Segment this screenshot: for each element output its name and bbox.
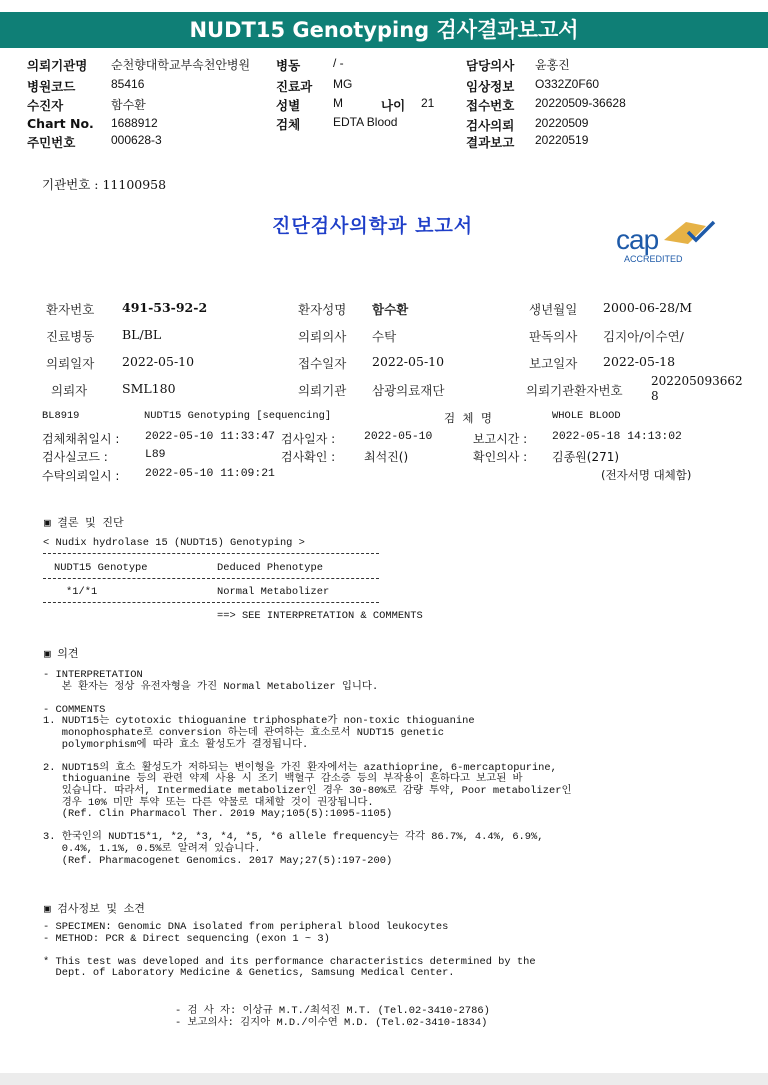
age-label: 나이 [381, 98, 406, 113]
phenotype-value: Normal Metabolizer [217, 586, 330, 598]
result-date-label: 결과보고 [466, 135, 515, 150]
resident-no-value: 000628-3 [111, 133, 162, 147]
divider-bottom [43, 602, 379, 603]
specimen-label: 검체 [276, 117, 301, 132]
hospital-code-value: 85416 [111, 77, 145, 91]
method-heading: ▣ 검사정보 및 소견 [44, 902, 145, 915]
specimen-name-label: 검 체 명 [444, 411, 492, 425]
cap-logo-text: cap [616, 224, 659, 255]
birth-value: 2000-06-28/M [603, 300, 693, 315]
institution-patient-no-label: 의뢰기관환자번호 [526, 383, 623, 398]
report-date-value: 2022-05-18 [603, 354, 676, 369]
report-banner-title: NUDT15 Genotyping 검사결과보고서 [0, 12, 768, 48]
request-date-label: 검사의뢰 [466, 118, 515, 133]
opinion-heading: ▣ 의견 [44, 647, 79, 660]
patient-name-value: 함수환 [372, 302, 409, 317]
chart-no-label: Chart No. [27, 116, 94, 131]
report-title: 진단검사의학과 보고서 [272, 215, 474, 237]
reading-doctor-label: 판독의사 [529, 329, 578, 344]
genotype-value: *1/*1 [66, 586, 98, 598]
signers-text: - 검 사 자: 이상규 M.T./최석진 M.T. (Tel.02-3410-2786) - 보고의사: 김지아 M.D./이수연 M.D. (Tel.02-3410-1834) [175, 1005, 490, 1029]
specimen-value: EDTA Blood [333, 115, 398, 129]
receipt-no-value: 20220509-36628 [535, 96, 626, 110]
room-code-label: 검사실코드 : [42, 450, 108, 464]
request-date-value: 20220509 [535, 116, 589, 130]
institution-patient-no-value-2: 8 [651, 389, 659, 403]
sex-label: 성별 [276, 98, 301, 113]
institution-number: 기관번호 : 11100958 [42, 177, 167, 192]
esign-note: (전자서명 대체함) [601, 468, 692, 482]
patient-id-label: 환자번호 [46, 302, 95, 317]
doctor-value: 윤홍진 [535, 58, 570, 72]
requesting-doctor-label: 의뢰의사 [298, 329, 347, 344]
hospital-value: 순천향대학교부속천안병원 [111, 58, 251, 72]
receipt-date-value: 2022-05-10 [372, 354, 445, 369]
requester-label: 의뢰자 [51, 383, 88, 398]
patient-label: 수진자 [27, 98, 64, 113]
patient-id-value: 491-53-92-2 [122, 300, 208, 315]
cap-logo-sub: ACCREDITED [624, 254, 683, 264]
receipt-no-label: 접수번호 [466, 98, 515, 113]
request-date-value-2: 2022-05-10 [122, 354, 195, 369]
test-code: BL8919 [42, 410, 80, 422]
ward-value-2: BL/BL [122, 327, 162, 342]
department-label: 진료과 [276, 79, 313, 94]
collect-value: 2022-05-10 11:33:47 [145, 431, 275, 443]
report-date-label: 보고일자 [529, 356, 578, 371]
reading-doctor-value: 김지아/이수연/ [603, 329, 684, 344]
confirm-value: 최석진() [364, 450, 409, 464]
requester-value: SML180 [122, 381, 176, 396]
conclusion-heading: ▣ 결론 및 진단 [44, 516, 124, 529]
receipt-date-label: 접수일자 [298, 356, 347, 371]
ward-label: 병동 [276, 58, 301, 73]
outsource-label: 수탁의뢰일시 : [42, 469, 120, 483]
institution-patient-no-value-1: 202205093662 [651, 374, 743, 388]
hospital-label: 의뢰기관명 [27, 58, 88, 73]
see-interpretation: ==> SEE INTERPRETATION & COMMENTS [217, 610, 423, 622]
hospital-code-label: 병원코드 [27, 79, 76, 94]
requesting-doctor-value: 수탁 [372, 329, 397, 344]
room-code-value: L89 [145, 449, 166, 461]
ward-value: / - [333, 56, 344, 70]
col-phenotype-header: Deduced Phenotype [217, 562, 324, 574]
outsource-value: 2022-05-10 11:09:21 [145, 468, 275, 480]
report-time-label: 보고시간 : [473, 432, 528, 446]
patient-value: 함수환 [111, 98, 146, 112]
divider-mid [43, 578, 379, 579]
test-date-value: 2022-05-10 [364, 431, 433, 443]
collect-label: 검체채취일시 : [42, 432, 120, 446]
confirm-doctor-value: 김종원(271) [552, 450, 620, 464]
age-value: 21 [421, 96, 435, 110]
confirm-doctor-label: 확인의사 : [473, 450, 528, 464]
chart-no-value: 1688912 [111, 116, 158, 130]
resident-no-label: 주민번호 [27, 135, 76, 150]
specimen-name-value: WHOLE BLOOD [552, 410, 621, 422]
method-text: - SPECIMEN: Genomic DNA isolated from peripheral blood leukocytes - METHOD: PCR & Direct sequencing (exon 1 ~ 3) * This test was developed and its performance characteristics determined by the Dept. of Laboratory Medicine & Genetics, Samsung Medical Center. [43, 921, 536, 980]
sex-value: M [333, 96, 343, 110]
test-date-label: 검사일자 : [281, 432, 336, 446]
divider-top [43, 553, 379, 554]
request-date-label-2: 의뢰일자 [46, 356, 95, 371]
clinical-info-label: 임상정보 [466, 79, 515, 94]
result-subtitle: < Nudix hydrolase 15 (NUDT15) Genotyping > [43, 537, 305, 549]
clinical-info-value: O332Z0F60 [535, 77, 600, 91]
requesting-institution-label: 의뢰기관 [298, 383, 347, 398]
doctor-label: 담당의사 [466, 58, 515, 73]
birth-label: 생년월일 [529, 302, 578, 317]
patient-name-label: 환자성명 [298, 302, 347, 317]
test-name: NUDT15 Genotyping [sequencing] [144, 410, 332, 422]
department-value: MG [333, 77, 353, 91]
ward-label-2: 진료병동 [46, 329, 95, 344]
result-date-value: 20220519 [535, 133, 589, 147]
cap-accredited-logo [614, 218, 724, 266]
requesting-institution-value: 삼광의료재단 [372, 383, 445, 398]
opinion-text: - INTERPRETATION 본 환자는 정상 유전자형을 가진 Normal Metabolizer 입니다. - COMMENTS 1. NUDT15는 cytotoxic thioguanine triphosphate가 non-toxic thioguanine monophosphate로 conversion 하는데 관여하는 효소로서 NUDT15 genetic polymorphism에 따라 효소 활성도가 결정됩니다. 2. NUDT15의 효소 활성도가 저하되는 변이형을 가진 환자에서는 azathioprine, 6-mercaptopurine, thioguanine 등의 관련 약제 사용 시 조기 백혈구 감소증 등의 부작용이 흔하다고 보고된 바 있습니다. 따라서, Intermediate metabolizer인 경우 30-80%로 감량 투약, Poor metabolizer인 경우 10% 미만 투약 또는 다른 약물로 대체할 것이 권장됩니다. (Ref. Clin Pharmacol Ther. 2019 May;105(5):1095-1105) 3. 한국인의 NUDT15*1, *2, *3, *4, *5, *6 allele frequency는 각각 86.7%, 4.4%, 6.9%, 0.4%, 1.1%, 0.5%로 알려져 있습니다. (Ref. Pharmacogenet Genomics. 2017 May;27(5):197-200) [43, 669, 572, 867]
confirm-label: 검사확인 : [281, 450, 336, 464]
report-time-value: 2022-05-18 14:13:02 [552, 431, 682, 443]
col-genotype-header: NUDT15 Genotype [54, 562, 148, 574]
